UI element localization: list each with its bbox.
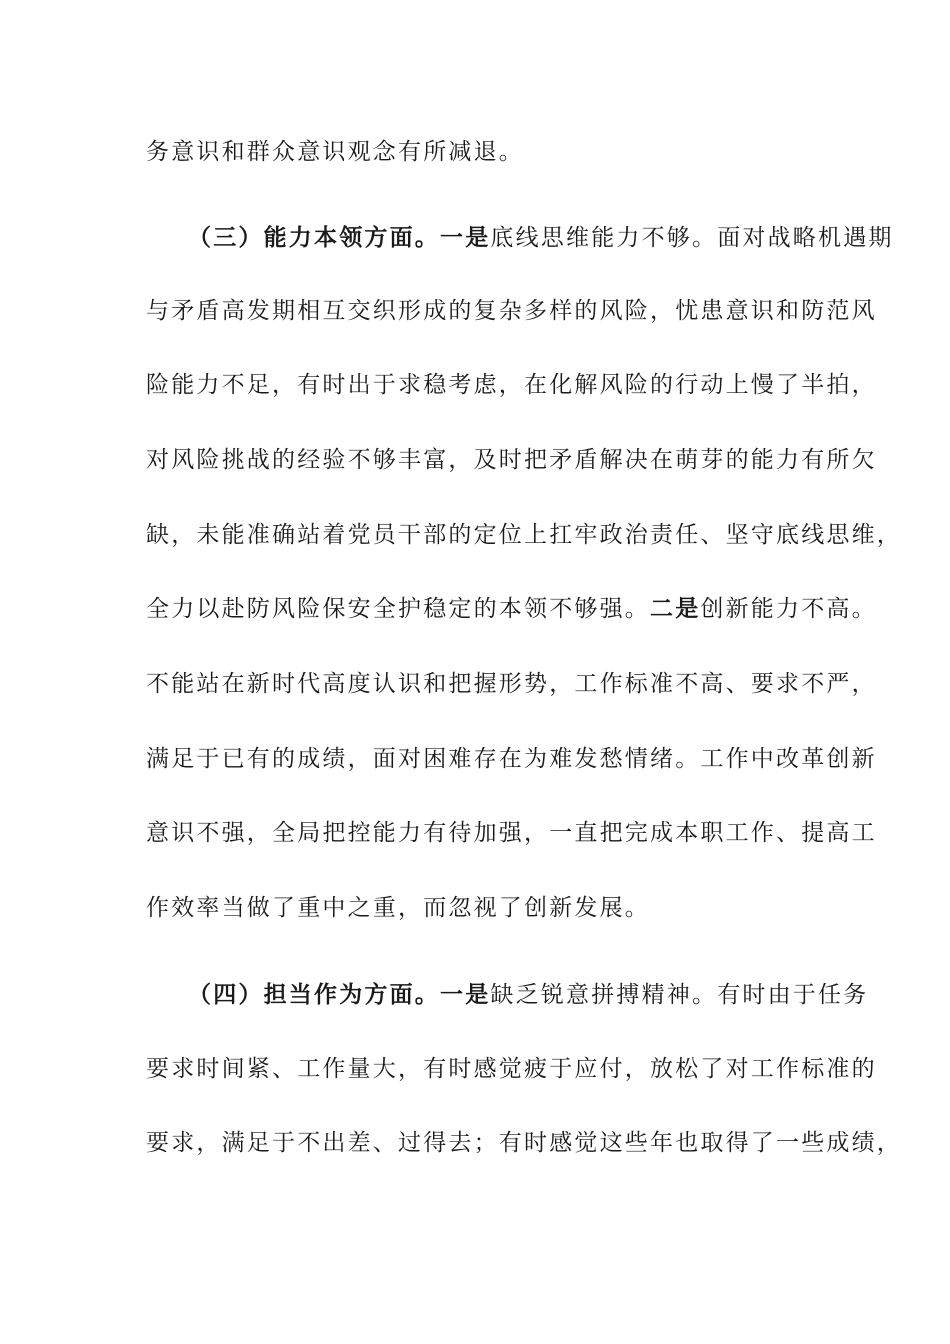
paragraph-line [146, 818, 877, 848]
section-heading-4: （四）担当作为方面。 [188, 981, 440, 1008]
point-marker-1: 一是 [440, 224, 491, 251]
line-text: 作效率当做了重中之重，而忽视了创新发展。 [146, 895, 650, 921]
line-text: 全力以赴防风险保安全护稳定的本领不够强。 [146, 596, 650, 622]
paragraph-line [146, 520, 902, 550]
line-text: 务意识和群众意识观念有所减退。 [146, 139, 524, 165]
paragraph-line [146, 137, 816, 167]
paragraph-line [146, 1128, 902, 1158]
point-marker-1: 一是 [440, 981, 491, 1008]
line-text: 创新能力不高。 [700, 596, 877, 622]
paragraph-line [146, 445, 877, 475]
paragraph-line [146, 370, 877, 400]
line-text: 满足于已有的成绩，面对困难存在为难发愁情绪。工作中改革创新 [146, 746, 877, 772]
paragraph-line [146, 669, 877, 699]
point-marker-2: 二是 [650, 595, 701, 622]
line-text: 缺乏锐意拼搏精神。有时由于任务 [490, 982, 869, 1008]
line-text: 不能站在新时代高度认识和把握形势，工作标准不高、要求不严， [146, 671, 877, 697]
line-text: 与矛盾高发期相互交织形成的复杂多样的风险，忧患意识和防范风 [146, 298, 877, 324]
line-text: 要求，满足于不出差、过得去；有时感觉这些年也取得了一些成绩， [146, 1130, 902, 1156]
paragraph-line [146, 744, 877, 774]
paragraph-line [146, 893, 816, 923]
section-heading-line [188, 223, 894, 253]
line-text: 意识不强，全局把控能力有待加强，一直把完成本职工作、提高工 [146, 820, 877, 846]
paragraph-line [146, 296, 877, 326]
paragraph-line [146, 594, 877, 624]
paragraph-line [146, 1054, 877, 1084]
section-heading-3: （三）能力本领方面。 [188, 224, 440, 251]
line-text: 对风险挑战的经验不够丰富，及时把矛盾解决在萌芽的能力有所欠 [146, 447, 877, 473]
line-text: 险能力不足，有时出于求稳考虑，在化解风险的行动上慢了半拍， [146, 372, 877, 398]
line-text: 底线思维能力不够。面对战略机遇期 [490, 225, 894, 251]
section-heading-line [188, 980, 869, 1010]
line-text: 要求时间紧、工作量大，有时感觉疲于应付，放松了对工作标准的 [146, 1056, 877, 1082]
line-text: 缺，未能准确站着党员干部的定位上扛牢政治责任、坚守底线思维， [146, 522, 902, 548]
